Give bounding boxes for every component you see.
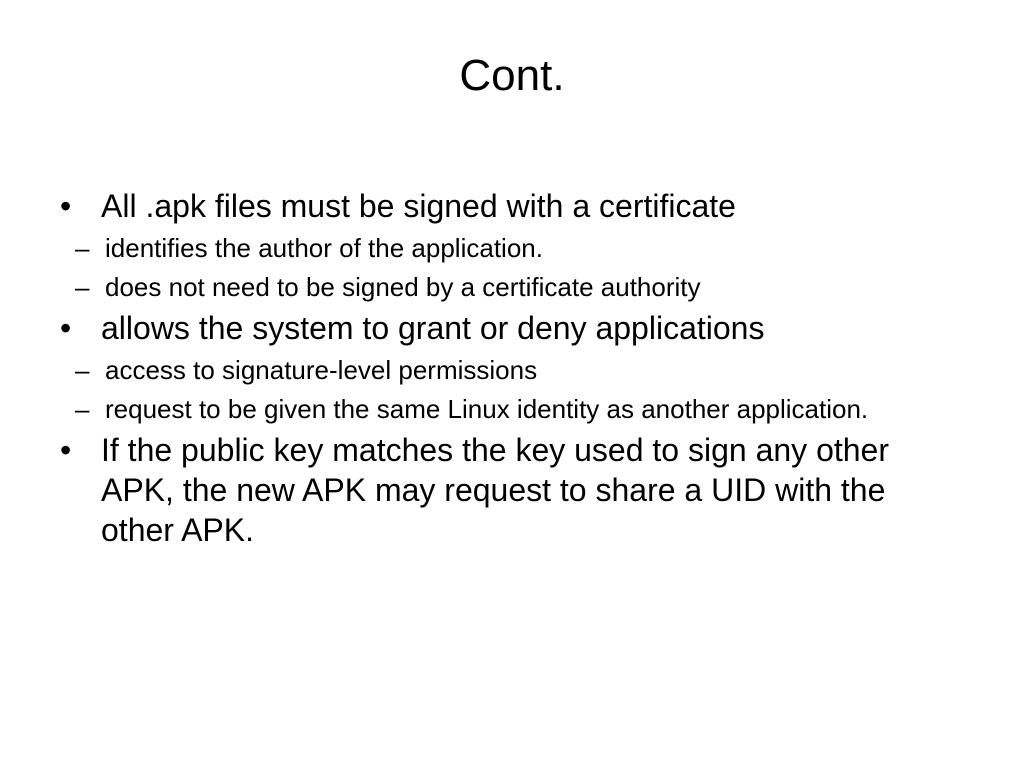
sub-bullet-marker: –	[75, 394, 90, 424]
bullet-marker: •	[60, 310, 72, 346]
bullet-text: All .apk files must be signed with a certificate	[101, 188, 736, 224]
bullet-marker: •	[60, 432, 72, 468]
sub-bullet-marker: –	[75, 355, 90, 385]
sub-bullet-item	[60, 232, 960, 265]
sub-bullet-text: request to be given the same Linux identity as another application.	[105, 394, 869, 424]
sub-bullet-text: does not need to be signed by a certificate authority	[105, 272, 701, 302]
bullet-list	[60, 182, 960, 550]
sub-bullet-text: access to signature-level permissions	[105, 355, 538, 385]
sub-bullet-list	[60, 232, 960, 304]
sub-bullet-marker: –	[75, 233, 90, 263]
sub-bullet-item	[60, 354, 960, 387]
bullet-item	[60, 430, 960, 550]
bullet-marker: •	[60, 188, 72, 224]
sub-bullet-text: identifies the author of the application.	[105, 233, 543, 263]
sub-bullet-item	[60, 393, 960, 426]
slide-title: Cont.	[459, 51, 565, 100]
sub-bullet-list	[60, 354, 960, 426]
bullet-item	[60, 308, 960, 348]
sub-list-container	[60, 354, 960, 426]
bullet-text: If the public key matches the key used to sign any other APK, the new APK may request to share a UID with the other APK.	[101, 432, 889, 548]
bullet-text: allows the system to grant or deny applications	[101, 310, 765, 346]
sub-list-container	[60, 232, 960, 304]
sub-bullet-marker: –	[75, 272, 90, 302]
bullet-item	[60, 186, 960, 226]
sub-bullet-item	[60, 271, 960, 304]
